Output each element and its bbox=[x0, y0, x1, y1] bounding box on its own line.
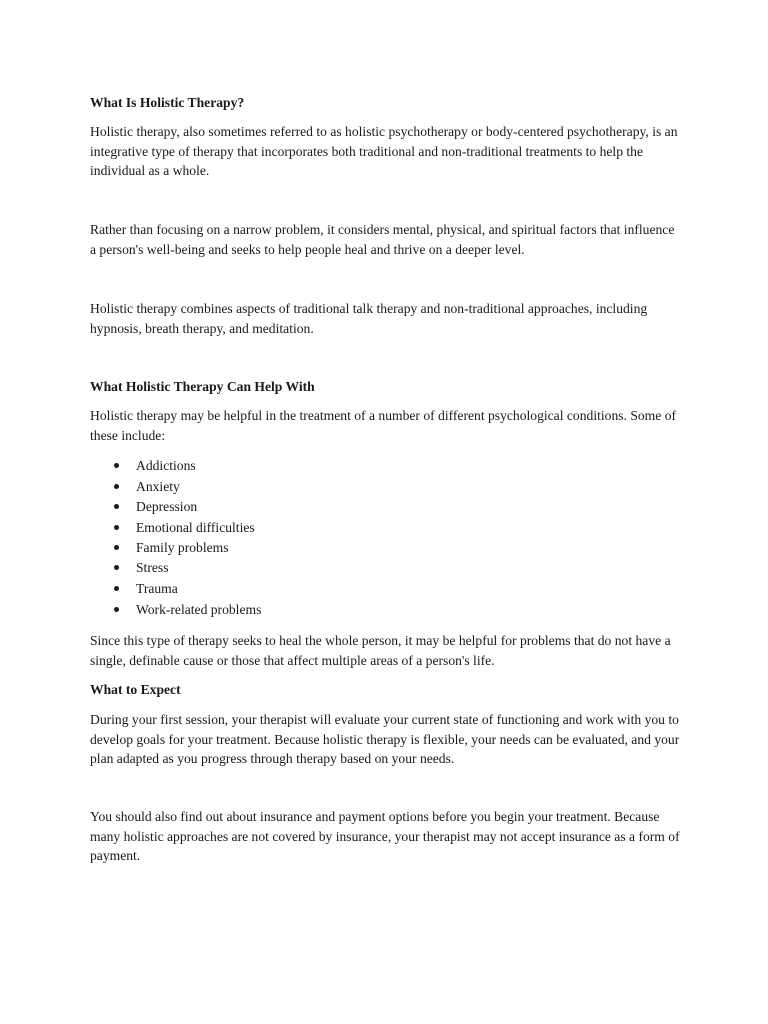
paragraph-first-session: During your first session, your therapist will evaluate your current state of functioning and work with you to develop goals for your treatment. Because holistic therapy is flexible, your needs can be evaluated, and your plan adapted as you progress through therapy based on your needs. bbox=[90, 712, 680, 766]
bullet-icon bbox=[114, 484, 119, 489]
bullet-icon bbox=[114, 504, 119, 509]
bullet-icon bbox=[114, 525, 119, 530]
list-item-label: Trauma bbox=[136, 581, 178, 596]
paragraph-conditions-intro: Holistic therapy may be helpful in the treatment of a number of different psychological conditions. Some of these include: bbox=[90, 408, 677, 443]
section-heading-can-help-with: What Holistic Therapy Can Help With bbox=[90, 379, 315, 394]
list-item-label: Stress bbox=[136, 560, 169, 575]
bullet-icon bbox=[114, 463, 119, 468]
bullet-icon bbox=[114, 565, 119, 570]
paragraph-insurance: You should also find out about insurance and payment options before you begin your treatment. Because many holistic approaches are not covered by insurance, your therapist may not accept insurance as a form of payment. bbox=[90, 809, 680, 863]
bullet-icon bbox=[114, 607, 119, 612]
paragraph-approach: Rather than focusing on a narrow problem, it considers mental, physical, and spiritual factors that influence a person's well-being and seeks to help people heal and thrive on a deeper level. bbox=[90, 222, 675, 257]
bullet-icon bbox=[114, 586, 119, 591]
paragraph-combination: Holistic therapy combines aspects of traditional talk therapy and non-traditional approaches, including hypnosis, breath therapy, and meditation. bbox=[90, 301, 648, 336]
paragraph-whole-person: Since this type of therapy seeks to heal the whole person, it may be helpful for problems that do not have a single, definable cause or those that affect multiple areas of a person's life. bbox=[90, 633, 671, 668]
section-heading-what-is-holistic-therapy: What Is Holistic Therapy? bbox=[90, 95, 245, 110]
list-item-label: Family problems bbox=[136, 540, 229, 555]
list-item-label: Emotional difficulties bbox=[136, 520, 255, 535]
list-item-label: Anxiety bbox=[136, 479, 180, 494]
list-item-label: Work-related problems bbox=[136, 602, 262, 617]
bullet-icon bbox=[114, 545, 119, 550]
paragraph-definition: Holistic therapy, also sometimes referred to as holistic psychotherapy or body-centered psychotherapy, is an integrative type of therapy that incorporates both traditional and non-traditional treatments to help the individual as a whole. bbox=[90, 124, 678, 178]
section-heading-what-to-expect: What to Expect bbox=[90, 682, 181, 697]
list-item-label: Addictions bbox=[136, 458, 196, 473]
list-item-label: Depression bbox=[136, 499, 198, 514]
